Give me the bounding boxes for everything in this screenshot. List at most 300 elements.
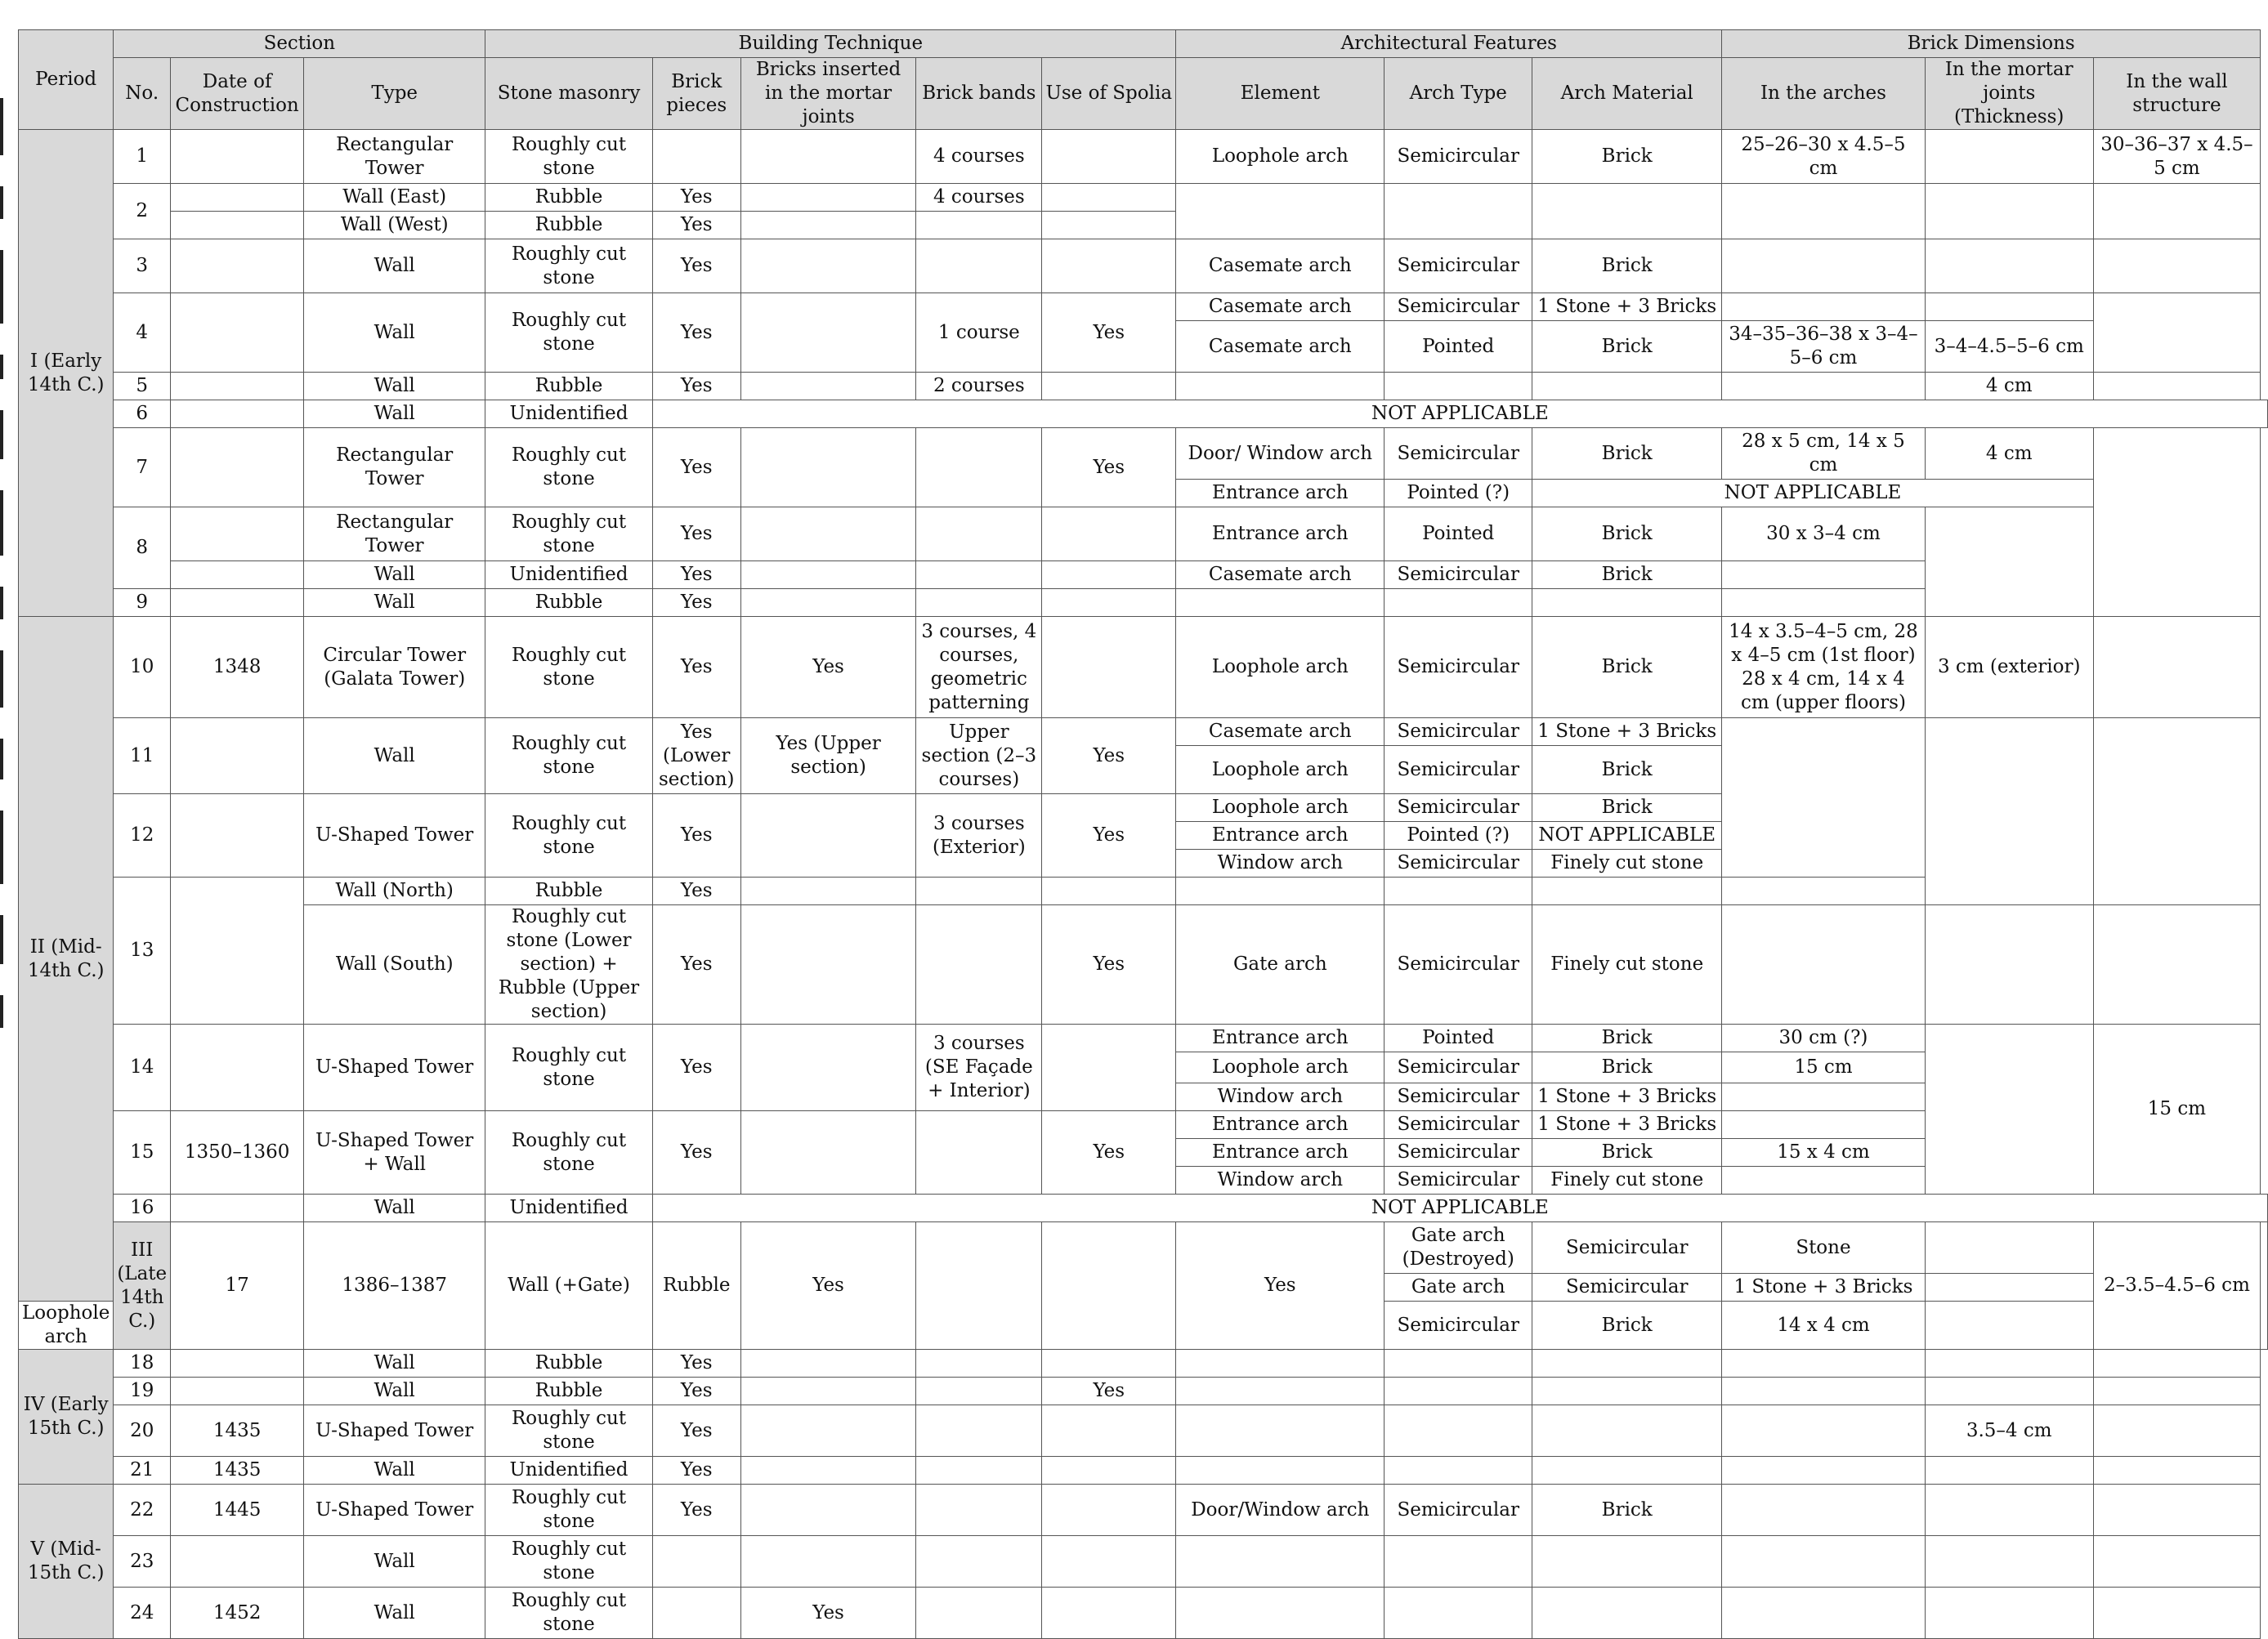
cell-stone-masonry: Rubble xyxy=(485,373,652,400)
cell-date: 1452 xyxy=(171,1588,304,1639)
cell-bricks-inserted xyxy=(740,1025,916,1111)
cell-arch-material: Finely cut stone xyxy=(1532,850,1722,878)
cell-in-wall xyxy=(2093,1485,2260,1536)
section-number: 23 xyxy=(114,1536,171,1588)
cell-element: Loophole arch xyxy=(1176,130,1385,184)
cell-brick-bands: 3 courses (SE Façade + Interior) xyxy=(916,1025,1042,1111)
cell-brick-pieces: Yes xyxy=(652,184,740,212)
cell-arch-type: Semicircular xyxy=(1385,718,1532,746)
cell-element: Casemate arch xyxy=(1176,239,1385,293)
cell-arch-material: Brick xyxy=(1532,428,1722,480)
cell-bricks-inserted xyxy=(740,428,916,507)
table-row xyxy=(19,1405,2268,1457)
cell-spolia: Yes xyxy=(1042,293,1176,373)
cell-arch-material: Brick xyxy=(1532,1485,1722,1536)
cell-in-mortar: 2–3.5–4.5–6 cm xyxy=(2093,1222,2260,1350)
cell-arch-material xyxy=(1532,1588,1722,1639)
col-arch-material: Arch Material xyxy=(1532,58,1722,130)
cell-arch-type xyxy=(1385,589,1532,617)
col-bricks-inserted: Bricks inserted in the mortar joints xyxy=(740,58,916,130)
cell-type: Wall xyxy=(304,561,485,589)
cell-in-arches xyxy=(1722,1485,1925,1536)
cell-arch-type: Semicircular xyxy=(1385,1052,1532,1083)
cell-brick-pieces: Yes xyxy=(652,293,740,373)
cell-element xyxy=(1176,1457,1385,1485)
section-number: 20 xyxy=(114,1405,171,1457)
cell-bricks-inserted xyxy=(740,905,916,1025)
col-brick-pieces: Brick pieces xyxy=(652,58,740,130)
cell-brick-bands xyxy=(916,1485,1042,1536)
cell-arch-type: Semicircular xyxy=(1385,293,1532,321)
cell-spolia xyxy=(1042,561,1176,589)
cell-element: Window arch xyxy=(1176,850,1385,878)
cell-arch-material xyxy=(1532,878,1722,905)
table-row xyxy=(19,1025,2268,1052)
section-number: 12 xyxy=(114,794,171,878)
table-row xyxy=(19,905,2268,1025)
cell-spolia xyxy=(1042,212,1176,239)
cell-date xyxy=(171,1536,304,1588)
section-number: 19 xyxy=(114,1378,171,1405)
cell-arch-type: Semicircular xyxy=(1385,561,1532,589)
table-wrapper xyxy=(18,29,2268,1639)
cell-arch-material: Brick xyxy=(1532,746,1722,794)
cell-element: Window arch xyxy=(1176,1083,1385,1111)
cell-type: Wall xyxy=(304,293,485,373)
cell-type: Wall xyxy=(304,1378,485,1405)
cell-in-arches: 30 x 3–4 cm xyxy=(1722,507,1925,561)
cell-in-arches: 28 x 5 cm, 14 x 5 cm xyxy=(1722,428,1925,480)
cell-type: Rectangular Tower xyxy=(304,507,485,561)
cell-in-wall xyxy=(2093,1350,2260,1378)
cell-in-arches xyxy=(1722,718,1925,878)
header-section: Section xyxy=(114,30,485,58)
cell-date: 1435 xyxy=(171,1457,304,1485)
period-cell: V (Mid-15th C.) xyxy=(19,1485,114,1639)
cell-date xyxy=(171,878,304,1025)
cell-element: Loophole arch xyxy=(1176,1052,1385,1083)
cell-stone-masonry: Unidentified xyxy=(485,1457,652,1485)
cell-arch-type: Pointed xyxy=(1385,507,1532,561)
table-row xyxy=(19,507,2268,561)
col-no: No. xyxy=(114,58,171,130)
col-element: Element xyxy=(1176,58,1385,130)
cell-in-wall xyxy=(2093,718,2260,905)
cell-element: Entrance arch xyxy=(1176,480,1385,507)
cell-bricks-inserted xyxy=(740,794,916,878)
section-number: 6 xyxy=(114,400,171,428)
cell-arch-material: Finely cut stone xyxy=(1532,905,1722,1025)
cell-stone-masonry: Rubble xyxy=(485,184,652,212)
cell-arch-type xyxy=(1385,1405,1532,1457)
cell-spolia xyxy=(1042,1457,1176,1485)
section-number: 2 xyxy=(114,184,171,239)
cell-arch-material xyxy=(1532,373,1722,400)
cell-arch-type: Semicircular xyxy=(1532,1274,1722,1302)
cell-type: Wall (East) xyxy=(304,184,485,212)
cell-brick-pieces: Yes xyxy=(652,1025,740,1111)
cell-date: 1445 xyxy=(171,1485,304,1536)
cell-brick-pieces xyxy=(652,1536,740,1588)
cell-spolia: Yes xyxy=(1042,718,1176,794)
cell-brick-pieces: Yes xyxy=(652,1378,740,1405)
cell-brick-bands: 3 courses (Exterior) xyxy=(916,794,1042,878)
cell-in-arches xyxy=(1722,905,1925,1025)
cell-in-arches xyxy=(1722,1350,1925,1378)
cell-brick-bands xyxy=(916,1588,1042,1639)
cell-arch-material: 1 Stone + 3 Bricks xyxy=(1532,1083,1722,1111)
cell-bricks-inserted xyxy=(740,1378,916,1405)
cell-date: 1350–1360 xyxy=(171,1111,304,1195)
header-building-technique: Building Technique xyxy=(485,30,1176,58)
cell-stone-masonry: Roughly cut stone (Lower section) + Rubble (Upper section) xyxy=(485,905,652,1025)
cell-bricks-inserted xyxy=(740,878,916,905)
cell-in-arches xyxy=(1722,1405,1925,1457)
cell-arch-material: Finely cut stone xyxy=(1532,1167,1722,1195)
cell-spolia xyxy=(1042,1405,1176,1457)
cell-type: Wall (South) xyxy=(304,905,485,1025)
header-period: Period xyxy=(19,30,114,130)
cell-stone-masonry: Roughly cut stone xyxy=(485,239,652,293)
cell-stone-masonry: Roughly cut stone xyxy=(485,794,652,878)
cell-brick-bands xyxy=(916,561,1042,589)
cell-spolia: Yes xyxy=(1042,428,1176,507)
cell-element: Entrance arch xyxy=(1176,1111,1385,1139)
cell-bricks-inserted xyxy=(740,561,916,589)
cell-date xyxy=(171,239,304,293)
cell-arch-material xyxy=(1532,1350,1722,1378)
cell-spolia xyxy=(1042,1025,1176,1111)
cell-in-wall xyxy=(2093,293,2260,373)
cell-in-wall xyxy=(2261,1222,2268,1350)
page-edge-marks xyxy=(0,98,7,1503)
cell-arch-material: 1 Stone + 3 Bricks xyxy=(1722,1274,1925,1302)
cell-stone-masonry: Unidentified xyxy=(485,400,652,428)
cell-spolia xyxy=(1042,617,1176,718)
cell-date xyxy=(171,130,304,184)
cell-arch-material xyxy=(1532,1536,1722,1588)
cell-date: 1348 xyxy=(171,617,304,718)
cell-brick-pieces xyxy=(652,130,740,184)
cell-in-wall xyxy=(2093,184,2260,239)
cell-spolia: Yes xyxy=(1042,1111,1176,1195)
cell-date xyxy=(171,1350,304,1378)
cell-date: 1435 xyxy=(171,1405,304,1457)
cell-type: U-Shaped Tower + Wall xyxy=(304,1111,485,1195)
cell-type: Wall xyxy=(304,373,485,400)
cell-bricks-inserted: Yes (Upper section) xyxy=(740,718,916,794)
cell-spolia xyxy=(1042,1536,1176,1588)
cell-element: Casemate arch xyxy=(1176,561,1385,589)
cell-in-arches xyxy=(1722,1536,1925,1588)
cell-in-mortar xyxy=(1925,1025,2093,1195)
cell-arch-material: NOT APPLICABLE xyxy=(1532,822,1722,850)
cell-in-wall xyxy=(2093,1457,2260,1485)
cell-in-arches xyxy=(1925,1274,2093,1302)
cell-stone-masonry: Roughly cut stone xyxy=(485,1536,652,1588)
cell-spolia xyxy=(1042,878,1176,905)
cell-type: Wall xyxy=(304,718,485,794)
cell-arch-type xyxy=(1385,373,1532,400)
cell-brick-bands xyxy=(916,1378,1042,1405)
cell-arch-material: Brick xyxy=(1532,561,1722,589)
cell-brick-bands xyxy=(916,428,1042,507)
cell-spolia: Yes xyxy=(1042,794,1176,878)
cell-element: Door/ Window arch xyxy=(1176,428,1385,480)
col-in-the-arches: In the arches xyxy=(1722,58,1925,130)
cell-in-mortar xyxy=(1925,1485,2093,1536)
cell-in-arches: 25–26–30 x 4.5–5 cm xyxy=(1722,130,1925,184)
cell-arch-material: Brick xyxy=(1532,1052,1722,1083)
cell-in-mortar xyxy=(1925,184,2093,239)
section-number: 18 xyxy=(114,1350,171,1378)
cell-brick-pieces: Yes xyxy=(652,905,740,1025)
cell-element: Gate arch (Destroyed) xyxy=(1385,1222,1532,1274)
cell-in-wall xyxy=(2093,239,2260,293)
section-number: 7 xyxy=(114,428,171,507)
cell-bricks-inserted xyxy=(740,1536,916,1588)
cell-stone-masonry: Unidentified xyxy=(485,561,652,589)
cell-in-wall xyxy=(2093,905,2260,1025)
period-cell: I (Early 14th C.) xyxy=(19,130,114,617)
cell-element xyxy=(1176,1405,1385,1457)
cell-type: U-Shaped Tower xyxy=(304,794,485,878)
table-row xyxy=(19,293,2268,321)
cell-type: Wall xyxy=(304,1457,485,1485)
cell-in-mortar xyxy=(1925,1457,2093,1485)
cell-brick-pieces: Yes xyxy=(652,212,740,239)
cell-arch-material: Brick xyxy=(1532,507,1722,561)
cell-element: Door/Window arch xyxy=(1176,1485,1385,1536)
cell-type: Wall xyxy=(304,1536,485,1588)
not-applicable-cell: NOT APPLICABLE xyxy=(1532,480,2094,507)
cell-brick-pieces: Yes xyxy=(652,794,740,878)
cell-arch-type: Semicircular xyxy=(1385,850,1532,878)
cell-in-arches: 14 x 3.5–4–5 cm, 28 x 4–5 cm (1st floor) 28 x 4 cm, 14 x 4 cm (upper floors) xyxy=(1722,617,1925,718)
cell-brick-pieces: Yes xyxy=(652,617,740,718)
cell-type: Wall (North) xyxy=(304,878,485,905)
cell-stone-masonry: Roughly cut stone xyxy=(485,1025,652,1111)
cell-stone-masonry: Rubble xyxy=(485,1350,652,1378)
cell-bricks-inserted xyxy=(740,1485,916,1536)
cell-date xyxy=(171,718,304,794)
cell-date xyxy=(171,428,304,507)
cell-in-wall xyxy=(2093,1378,2260,1405)
cell-element: Casemate arch xyxy=(1176,321,1385,373)
cell-in-wall xyxy=(2093,1588,2260,1639)
cell-type: Wall xyxy=(304,239,485,293)
table-row xyxy=(19,1457,2268,1485)
cell-brick-bands xyxy=(916,507,1042,561)
cell-arch-material: Brick xyxy=(1532,617,1722,718)
cell-element: Casemate arch xyxy=(1176,293,1385,321)
cell-arch-type xyxy=(1385,1536,1532,1588)
cell-spolia xyxy=(1042,1588,1176,1639)
cell-type: Wall xyxy=(304,400,485,428)
cell-brick-pieces: Yes xyxy=(652,507,740,561)
cell-bricks-inserted xyxy=(916,1222,1042,1350)
cell-in-wall xyxy=(2093,617,2260,718)
cell-bricks-inserted xyxy=(740,184,916,212)
cell-in-arches xyxy=(1722,1167,1925,1195)
cell-in-arches xyxy=(1722,1378,1925,1405)
cell-in-mortar xyxy=(1925,1378,2093,1405)
table-row xyxy=(19,1222,2268,1274)
cell-element: Loophole arch xyxy=(1176,617,1385,718)
cell-type: U-Shaped Tower xyxy=(304,1485,485,1536)
cell-arch-material xyxy=(1532,1457,1722,1485)
cell-in-wall xyxy=(2093,428,2260,617)
cell-date xyxy=(171,373,304,400)
cell-date xyxy=(171,293,304,373)
cell-arch-type: Semicircular xyxy=(1385,1139,1532,1167)
cell-brick-pieces: Yes xyxy=(652,428,740,507)
cell-bricks-inserted xyxy=(740,1350,916,1378)
cell-arch-type xyxy=(1385,1378,1532,1405)
table-row xyxy=(19,373,2268,400)
cell-type: U-Shaped Tower xyxy=(304,1025,485,1111)
cell-element xyxy=(1176,184,1385,239)
cell-brick-pieces: Yes xyxy=(740,1222,916,1350)
cell-stone-masonry: Roughly cut stone xyxy=(485,1588,652,1639)
cell-element xyxy=(1176,1588,1385,1639)
cell-in-wall xyxy=(2093,1536,2260,1588)
cell-date xyxy=(171,507,304,561)
col-stone-masonry: Stone masonry xyxy=(485,58,652,130)
cell-in-arches xyxy=(1722,373,1925,400)
cell-arch-material xyxy=(1532,1378,1722,1405)
cell-element: Casemate arch xyxy=(1176,718,1385,746)
cell-in-mortar: 3–4–4.5–5–6 cm xyxy=(1925,321,2093,373)
cell-in-arches xyxy=(1722,239,1925,293)
cell-brick-bands xyxy=(916,1111,1042,1195)
cell-stone-masonry: Rubble xyxy=(652,1222,740,1350)
section-number: 24 xyxy=(114,1588,171,1639)
cell-arch-type xyxy=(1385,184,1532,239)
cell-in-arches xyxy=(1722,1111,1925,1139)
cell-bricks-inserted xyxy=(740,1405,916,1457)
table-row xyxy=(19,130,2268,184)
cell-in-mortar xyxy=(1925,130,2093,184)
cell-arch-material: Brick xyxy=(1532,794,1722,822)
cell-arch-type: Semicircular xyxy=(1385,746,1532,794)
cell-element xyxy=(1176,1536,1385,1588)
cell-bricks-inserted xyxy=(740,507,916,561)
cell-element: Entrance arch xyxy=(1176,822,1385,850)
cell-spolia xyxy=(1042,130,1176,184)
cell-brick-bands xyxy=(916,1350,1042,1378)
not-applicable-cell: NOT APPLICABLE xyxy=(652,400,2267,428)
cell-brick-pieces: Yes xyxy=(652,1405,740,1457)
cell-arch-type: Semicircular xyxy=(1385,617,1532,718)
cell-bricks-inserted xyxy=(740,589,916,617)
cell-date xyxy=(171,1378,304,1405)
cell-in-wall xyxy=(2093,373,2260,400)
cell-arch-type: Pointed (?) xyxy=(1385,822,1532,850)
cell-arch-material: Brick xyxy=(1532,321,1722,373)
cell-date xyxy=(171,184,304,212)
cell-brick-bands: 4 courses xyxy=(916,184,1042,212)
cell-brick-bands xyxy=(1042,1222,1176,1350)
cell-arch-material: Brick xyxy=(1532,1302,1722,1350)
cell-spolia: Yes xyxy=(1042,1378,1176,1405)
section-number: 15 xyxy=(114,1111,171,1195)
cell-in-mortar xyxy=(1925,507,2093,617)
cell-brick-bands: 4 courses xyxy=(916,130,1042,184)
cell-stone-masonry: Roughly cut stone xyxy=(485,617,652,718)
cell-type: Circular Tower (Galata Tower) xyxy=(304,617,485,718)
cell-brick-pieces: Yes xyxy=(652,589,740,617)
cell-date xyxy=(171,212,304,239)
cell-spolia xyxy=(1042,589,1176,617)
section-number: 13 xyxy=(114,878,171,1025)
cell-element: Window arch xyxy=(1176,1167,1385,1195)
col-brick-bands: Brick bands xyxy=(916,58,1042,130)
col-in-wall-structure: In the wall structure xyxy=(2093,58,2260,130)
cell-brick-bands: 3 courses, 4 courses, geometric patterning xyxy=(916,617,1042,718)
cell-arch-material: Brick xyxy=(1532,1139,1722,1167)
cell-element: Entrance arch xyxy=(1176,1025,1385,1052)
cell-arch-material: 1 Stone + 3 Bricks xyxy=(1532,293,1722,321)
cell-stone-masonry: Roughly cut stone xyxy=(485,1405,652,1457)
cell-stone-masonry: Roughly cut stone xyxy=(485,1111,652,1195)
cell-type: Wall xyxy=(304,1588,485,1639)
fortification-table xyxy=(18,29,2268,1639)
section-number: 4 xyxy=(114,293,171,373)
cell-in-mortar: 4 cm xyxy=(1925,373,2093,400)
table-row xyxy=(19,617,2268,718)
cell-date xyxy=(171,400,304,428)
cell-element: Entrance arch xyxy=(1176,507,1385,561)
period-cell: III (Late 14th C.) xyxy=(114,1222,171,1350)
col-date: Date of Construction xyxy=(171,58,304,130)
cell-stone-masonry: Roughly cut stone xyxy=(485,718,652,794)
cell-arch-type: Semicircular xyxy=(1385,1111,1532,1139)
cell-in-arches xyxy=(1925,1222,2093,1274)
cell-element: Loophole arch xyxy=(1176,746,1385,794)
cell-brick-bands xyxy=(916,1405,1042,1457)
cell-spolia xyxy=(1042,1485,1176,1536)
cell-arch-material: Brick xyxy=(1532,1025,1722,1052)
cell-spolia: Yes xyxy=(1042,905,1176,1025)
cell-bricks-inserted xyxy=(740,293,916,373)
section-number: 16 xyxy=(114,1195,171,1222)
cell-arch-material: Brick xyxy=(1532,239,1722,293)
cell-type: Wall xyxy=(304,1195,485,1222)
cell-arch-material xyxy=(1532,1405,1722,1457)
table-row xyxy=(19,1350,2268,1378)
cell-in-arches xyxy=(1722,878,1925,905)
cell-type: U-Shaped Tower xyxy=(304,1405,485,1457)
cell-arch-type: Semicircular xyxy=(1385,428,1532,480)
cell-date xyxy=(171,561,304,589)
cell-brick-bands: 2 courses xyxy=(916,373,1042,400)
cell-type: Wall xyxy=(304,589,485,617)
cell-arch-type xyxy=(1385,878,1532,905)
cell-brick-pieces: Yes xyxy=(652,239,740,293)
cell-brick-bands xyxy=(916,1536,1042,1588)
col-type: Type xyxy=(304,58,485,130)
cell-type: Rectangular Tower xyxy=(304,428,485,507)
cell-brick-bands xyxy=(916,212,1042,239)
table-row xyxy=(19,1378,2268,1405)
cell-spolia: Yes xyxy=(1176,1222,1385,1350)
cell-element: Loophole arch xyxy=(19,1302,114,1350)
cell-brick-pieces: Yes xyxy=(652,1350,740,1378)
cell-bricks-inserted xyxy=(740,130,916,184)
cell-type: Wall (+Gate) xyxy=(485,1222,652,1350)
cell-brick-pieces: Yes xyxy=(652,1485,740,1536)
